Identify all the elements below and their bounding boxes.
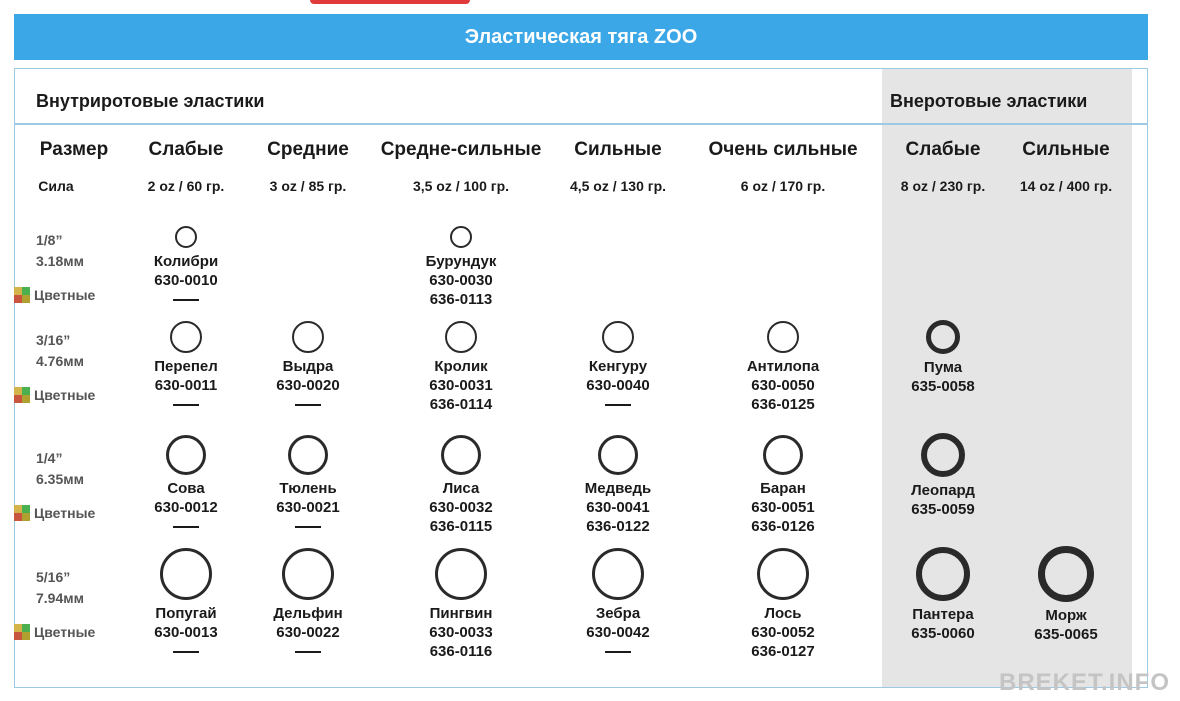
elastic-name: Бурундук [425, 253, 497, 270]
force-value: 3,5 oz / 100 гр. [412, 178, 510, 194]
colored-text: Цветные [34, 624, 96, 640]
top-accent-bar [310, 0, 470, 4]
elastic-code: 630-0032 [429, 499, 493, 516]
elastic-ring-icon [441, 435, 481, 475]
elastic-name: Зебра [595, 605, 641, 622]
elastic-name: Медведь [584, 480, 652, 497]
column-header: Очень сильные [708, 139, 858, 160]
elastic-code: 630-0022 [276, 624, 340, 641]
no-colored-dash [605, 651, 631, 653]
elastic-code: 630-0021 [276, 499, 340, 516]
elastic-code: 630-0030 [429, 272, 493, 289]
elastic-ring-icon [166, 435, 206, 475]
elastic-item [106, 226, 266, 309]
elastic-code-colored: 636-0113 [429, 291, 493, 308]
elastic-ring-icon [757, 548, 809, 600]
no-colored-dash [605, 404, 631, 406]
column-header: Средние [267, 139, 349, 160]
elastic-name: Леопард [911, 482, 975, 499]
section-divider [15, 123, 1147, 125]
elastic-name: Пантера [912, 606, 974, 623]
elastic-name: Перепел [154, 358, 218, 375]
elastic-name: Тюлень [279, 480, 337, 497]
elastic-ring-icon [445, 321, 477, 353]
colored-variant-label [14, 505, 95, 521]
size-inches: 5/16” [36, 569, 71, 585]
elastic-ring-icon [767, 321, 799, 353]
elastic-code: 635-0060 [911, 625, 975, 642]
elastic-code: 630-0052 [751, 624, 815, 641]
no-colored-dash [295, 526, 321, 528]
elastic-ring-icon [292, 321, 324, 353]
elastic-code: 630-0033 [429, 624, 493, 641]
color-swatch-icon [14, 287, 30, 303]
page-title: Эластическая тяга ZOO [14, 14, 1148, 60]
elastic-name: Колибри [153, 253, 219, 270]
elastic-name: Пума [923, 359, 963, 376]
elastic-ring-icon [450, 226, 472, 248]
elastic-ring-icon [160, 548, 212, 600]
elastic-item [703, 548, 863, 661]
elastic-item [381, 321, 541, 414]
elastic-item [538, 435, 698, 536]
colored-text: Цветные [34, 505, 96, 521]
size-mm: 7.94мм [36, 590, 84, 606]
elastic-name: Дельфин [273, 605, 343, 622]
elastic-name: Выдра [282, 358, 334, 375]
colored-text: Цветные [34, 287, 96, 303]
elastic-code: 635-0059 [911, 501, 975, 518]
column-header: Сильные [574, 139, 662, 160]
elastic-ring-icon [170, 321, 202, 353]
column-header: Размер [39, 139, 109, 160]
elastic-code: 630-0010 [154, 272, 218, 289]
elastic-item [538, 548, 698, 661]
section-intraoral: Внутриротовые эластики [36, 91, 265, 111]
section-extraoral: Внеротовые эластики [890, 91, 1088, 111]
column-header: Средне-сильные [380, 139, 542, 160]
force-value: 8 oz / 230 гр. [900, 178, 986, 194]
elastic-ring-icon [435, 548, 487, 600]
size-inches: 3/16” [36, 332, 71, 348]
elastic-code: 630-0050 [751, 377, 815, 394]
colored-variant-label [14, 287, 95, 303]
size-label [36, 230, 84, 272]
size-inches: 1/8” [36, 232, 63, 248]
elastic-code-colored: 636-0127 [751, 643, 815, 660]
elastic-name: Морж [1045, 607, 1087, 624]
elastic-code: 630-0041 [586, 499, 650, 516]
elastic-code: 630-0031 [429, 377, 493, 394]
elastic-code: 630-0013 [154, 624, 218, 641]
elastic-name: Баран [760, 480, 806, 497]
size-label [36, 330, 84, 372]
elastic-ring-icon [763, 435, 803, 475]
no-colored-dash [173, 651, 199, 653]
elastic-code-colored: 636-0122 [586, 518, 650, 535]
elastic-ring-icon [592, 548, 644, 600]
elastic-item [228, 548, 388, 661]
colored-text: Цветные [34, 387, 96, 403]
elastic-code: 635-0065 [1034, 626, 1098, 643]
elastic-code-colored: 636-0125 [751, 396, 815, 413]
elastic-ring-icon [921, 433, 965, 477]
size-inches: 1/4” [36, 450, 63, 466]
elastic-code-colored: 636-0115 [429, 518, 493, 535]
force-value: 3 oz / 85 гр. [269, 178, 347, 194]
elastic-name: Кенгуру [588, 358, 648, 375]
elastic-name: Лось [764, 605, 802, 622]
elastic-code: 630-0020 [276, 377, 340, 394]
watermark: BREKET.INFO [998, 669, 1170, 696]
size-label [36, 567, 84, 609]
size-mm: 3.18мм [36, 253, 84, 269]
elastic-item [703, 321, 863, 414]
color-swatch-icon [14, 505, 30, 521]
elastic-ring-icon [1038, 546, 1094, 602]
elastic-code: 635-0058 [911, 378, 975, 395]
force-label: Сила [38, 178, 74, 194]
elastic-code: 630-0012 [154, 499, 218, 516]
elastic-code-colored: 636-0116 [429, 643, 493, 660]
force-value: 4,5 oz / 130 гр. [569, 178, 667, 194]
elastic-item [986, 546, 1146, 644]
size-mm: 6.35мм [36, 471, 84, 487]
elastic-name: Кролик [434, 358, 488, 375]
elastic-ring-icon [175, 226, 197, 248]
elastic-ring-icon [602, 321, 634, 353]
elastic-item [381, 548, 541, 661]
elastic-item [703, 435, 863, 536]
no-colored-dash [295, 651, 321, 653]
elastic-item [228, 435, 388, 536]
elastic-name: Попугай [155, 605, 217, 622]
elastic-item [381, 435, 541, 536]
elastic-code: 630-0011 [154, 377, 218, 394]
size-mm: 4.76мм [36, 353, 84, 369]
elastic-ring-icon [288, 435, 328, 475]
color-swatch-icon [14, 624, 30, 640]
elastic-ring-icon [926, 320, 960, 354]
no-colored-dash [173, 404, 199, 406]
elastic-code-colored: 636-0114 [429, 396, 493, 413]
elastic-item [863, 320, 1023, 396]
force-value: 14 oz / 400 гр. [1019, 178, 1113, 194]
colored-variant-label [14, 624, 95, 640]
elastic-code: 630-0051 [751, 499, 815, 516]
force-value: 6 oz / 170 гр. [740, 178, 826, 194]
elastic-ring-icon [598, 435, 638, 475]
elastic-item [538, 321, 698, 414]
force-value: 2 oz / 60 гр. [147, 178, 225, 194]
elastic-code: 630-0042 [586, 624, 650, 641]
elastic-ring-icon [916, 547, 970, 601]
no-colored-dash [173, 526, 199, 528]
column-header: Слабые [148, 139, 224, 160]
elastic-name: Пингвин [429, 605, 493, 622]
elastic-name: Антилопа [746, 358, 820, 375]
column-header: Сильные [1022, 139, 1110, 160]
no-colored-dash [295, 404, 321, 406]
elastic-item [863, 433, 1023, 519]
color-swatch-icon [14, 387, 30, 403]
elastic-code: 630-0040 [586, 377, 650, 394]
size-label [36, 448, 84, 490]
elastic-item [228, 321, 388, 414]
elastic-ring-icon [282, 548, 334, 600]
column-header: Слабые [905, 139, 981, 160]
elastic-code-colored: 636-0126 [751, 518, 815, 535]
elastic-name: Лиса [442, 480, 480, 497]
elastic-item [381, 226, 541, 309]
elastic-name: Сова [167, 480, 205, 497]
colored-variant-label [14, 387, 95, 403]
no-colored-dash [173, 299, 199, 301]
